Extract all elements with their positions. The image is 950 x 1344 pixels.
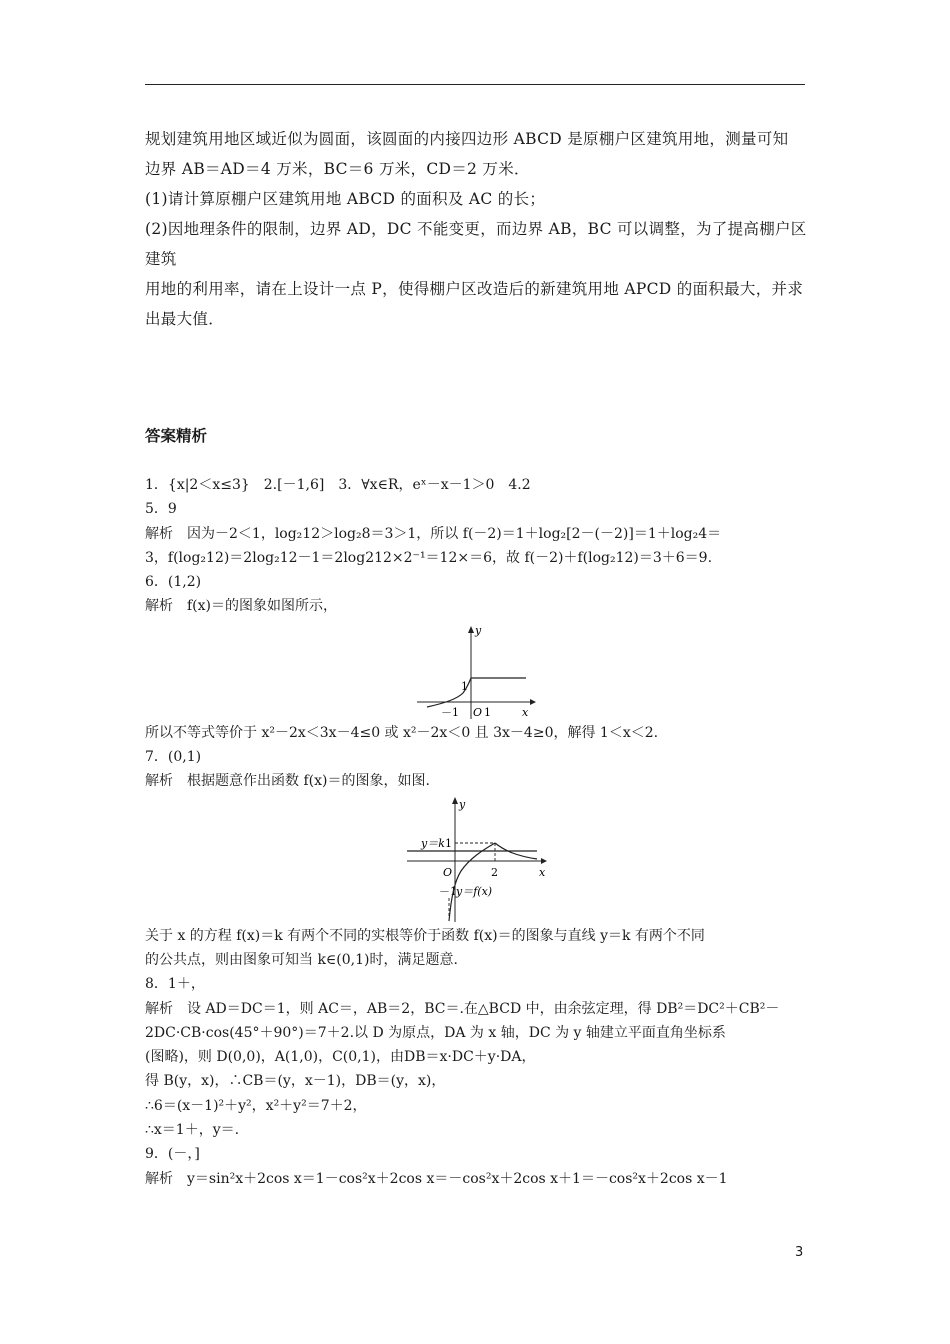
answer-line: ∴x＝1＋，y＝. xyxy=(145,1122,240,1139)
answers-heading: 答案精析 xyxy=(145,427,208,445)
answer-line: (图略)，则 D(0,0)，A(1,0)，C(0,1)，由DB＝x·DC＋y·DA， xyxy=(145,1049,536,1066)
fig2-x-label: x xyxy=(539,865,546,879)
fig2-x-arrow xyxy=(541,858,547,864)
problem-line: 规划建筑用地区域近似为圆面，该圆面的内接四边形 ABCD 是原棚户区建筑用地，测量可知 xyxy=(145,130,789,148)
answer-line: 5．9 xyxy=(145,501,177,518)
fig2-neg-one-label: －1 xyxy=(439,884,457,898)
problem-line: 出最大值． xyxy=(145,310,225,328)
answer-line: 关于 x 的方程 f(x)＝k 有两个不同的实根等价于函数 f(x)＝的图象与直线 y＝k 有两个不同 xyxy=(145,927,705,944)
fig1-origin-label: O xyxy=(473,705,483,719)
fig2-two-label: 2 xyxy=(491,865,498,879)
fig1-x-one-label: 1 xyxy=(484,705,491,719)
problem-line: 边界 AB＝AD＝4 万米，BC＝6 万米，CD＝2 万米． xyxy=(145,160,530,178)
problem-line: (1)请计算原棚户区建筑用地 ABCD 的面积及 AC 的长； xyxy=(145,190,546,208)
fig1-y-arrow xyxy=(468,626,474,633)
answer-line: 解析 y＝sin²x＋2cos x＝1－cos²x＋2cos x＝－cos²x＋2cos x＋1＝－cos²x＋2cos x－1 xyxy=(145,1170,728,1187)
header-rule xyxy=(145,84,805,85)
problem-text xyxy=(145,124,810,334)
answer-line: ∴6＝(x－1)²＋y²，x²＋y²＝7＋2， xyxy=(145,1097,367,1114)
fig2-curve-left xyxy=(449,843,495,921)
fig1-y-label: y xyxy=(475,623,482,637)
problem-line: 用地的利用率，请在上设计一点 P，使得棚户区改造后的新建筑用地 APCD 的面积最大，并求 xyxy=(145,280,804,298)
figure-1-graph xyxy=(145,619,815,721)
answer-line: 解析 根据题意作出函数 f(x)＝的图象，如图. xyxy=(145,773,430,790)
fig2-k-label: y＝k xyxy=(421,836,445,850)
answers-body xyxy=(145,473,815,1191)
page-number: 3 xyxy=(795,1245,804,1260)
figure-2-graph xyxy=(145,794,815,924)
fig2-y-label: y xyxy=(459,797,466,811)
answer-line: 3，f(log₂12)＝2log₂12－1＝2log212×2⁻¹＝12×＝6，故 f(－2)＋f(log₂12)＝3＋6＝9. xyxy=(145,549,713,566)
answer-line: 1．{x|2＜x≤3} 2.[－1,6] 3．∀x∈R，eˣ－x－1＞0 4.2 xyxy=(145,477,531,493)
fig2-curve-label: y＝f(x) xyxy=(456,884,493,898)
fig2-one-label: 1 xyxy=(445,836,452,850)
answer-line: 所以不等式等价于 x²－2x＜3x－4≤0 或 x²－2x＜0 且 3x－4≥0，解得 1＜x＜2. xyxy=(145,724,659,741)
problem-line: (2)因地理条件的限制，边界 AD，DC 不能变更，而边界 AB，BC 可以调整，为了提高棚户区建筑 xyxy=(145,220,807,268)
answer-line: 得 B(y，x)，∴CB＝(y，x－1)，DB＝(y，x)， xyxy=(145,1073,446,1090)
answer-line: 解析 f(x)＝的图象如图所示， xyxy=(145,598,338,615)
answer-line: 7．(0,1) xyxy=(145,749,202,766)
answer-line: 的公共点，则由图象可知当 k∈(0,1)时，满足题意. xyxy=(145,951,458,968)
answer-line: 解析 因为－2＜1，log₂12＞log₂8＝3＞1，所以 f(－2)＝1＋log₂[2－(－2)]＝1＋log₂4＝ xyxy=(145,525,722,542)
answer-line: 8．1＋， xyxy=(145,976,205,993)
answer-line: 解析 设 AD＝DC＝1，则 AC＝，AB＝2，BC＝.在△BCD 中，由余弦定理，得 DB²＝DC²＋CB²－ xyxy=(145,1000,780,1017)
fig2-y-arrow xyxy=(452,797,458,804)
fig1-one-label: 1 xyxy=(461,679,468,693)
answer-line: 6．(1,2) xyxy=(145,574,202,591)
fig1-x-arrow xyxy=(530,699,536,705)
fig2-origin-label: O xyxy=(443,865,453,879)
fig1-x-label: x xyxy=(522,705,529,719)
answer-line: 9．(－，] xyxy=(145,1146,200,1163)
answer-line: 2DC·CB·cos(45°＋90°)＝7＋2.以 D 为原点，DA 为 x 轴，DC 为 y 轴建立平面直角坐标系 xyxy=(145,1024,726,1041)
fig1-neg-one-label: －1 xyxy=(441,705,459,719)
